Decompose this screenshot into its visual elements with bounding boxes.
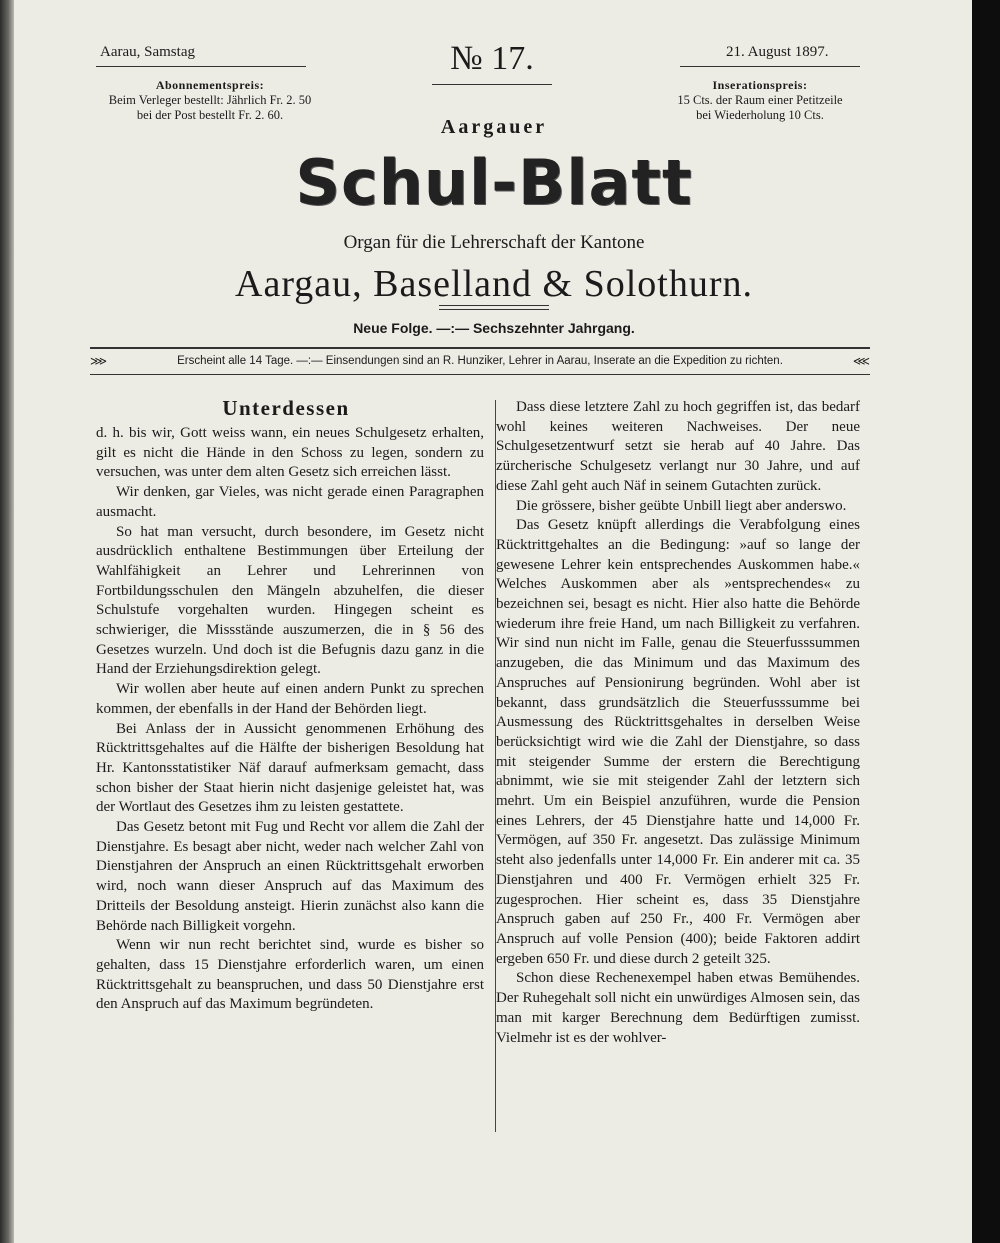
- notice-rule-top: [90, 347, 870, 349]
- place-day: Aarau, Samstag: [100, 44, 195, 60]
- left-column: [96, 424, 484, 1015]
- subscription-box: [90, 78, 330, 123]
- paragraph: d. h. bis wir, Gott weiss wann, ein neues Schulgesetz erhalten, gilt es nicht die Hände in den Schoss zu legen, sondern zu versuchen, was unter dem alten Gesetz sich erreichen lässt.: [96, 425, 484, 481]
- masthead-cantons: Aargau, Baselland & Solothurn.: [235, 263, 753, 305]
- arrow-left-icon: ⋘: [852, 354, 870, 368]
- paragraph: Wir wollen aber heute auf einen andern Punkt zu sprechen kommen, der ebenfalls in der Hand der Behörden liegt.: [96, 681, 484, 717]
- notice-text: Erscheint alle 14 Tage. —:— Einsendungen sind an R. Hunziker, Lehrer in Aarau, Inserate an die Expedition zu richten.: [177, 355, 783, 367]
- arrow-right-icon: ⋙: [90, 354, 108, 368]
- paragraph: Das Gesetz knüpft allerdings die Verabfolgung eines Rücktrittgehaltes an die Bedingung: »auf so lange der gewesene Lehrer kein entsprechendes Auskommen habe.« Welches Auskommen aber als »entsprechendes« zu bezeichnen sei, besagt es nicht. Hier also hatte die Behörde wiederum ihre freie Hand, um nach Billigkeit zu verfahren. Wir sind nun nicht im Falle, genau die Steuerfusssummen anzugeben, die das Minimum und das Maximum des Anspruches auf Pensionirung begründen. Wohl aber ist bekannt, dass grundsätzlich die Steuerfusssumme bei Ausmessung des Rücktrittsgehaltes in derselben Weise berücksichtigt wird wie die Zahl der Dienstjahre, so dass mit steigender Summe der erstern die Berechtigung abnimmt, wie sie mit steigender Zahl der letztern sich mehrt. Um ein Beispiel anzuführen, wurde die Pension eines Lehrers, der 45 Dienstjahre hatte und 14,000 Fr. Vermögen, auf 350 Fr. angesetzt. Das zulässige Minimum steht also jedenfalls unter 14,000 Fr. Ein anderer mit ca. 35 Dienstjahren und 400 Fr. Vermögen erhielt 325 Fr. zugesprochen. Hier scheint es, dass 35 Dienstjahre Anspruch gaben auf 250 Fr., 400 Fr. Vermögen aber Anspruch auf volle Pension (400); beide Faktoren addirt ergeben 650 Fr. und diese durch 2 geteilt 325.: [496, 517, 860, 967]
- issue-number: № 17.: [450, 40, 534, 77]
- right-column: [496, 398, 860, 1048]
- newspaper-page: [14, 0, 972, 1243]
- series-line: Neue Folge. —:— Sechszehnter Jahrgang.: [353, 320, 635, 336]
- paragraph: Bei Anlass der in Aussicht genommenen Erhöhung des Rücktrittsgehaltes auf die Hälfte der bisherigen Besoldung hat Hr. Kantonsstatistiker Näf darauf aufmerksam gemacht, dass schon bisher der Staat hierin nicht dasjenige geleistet hat, was der Wortlaut des Gesetzes ihm zu leisten gestattete.: [96, 720, 484, 816]
- paragraph: Wenn wir nun recht berichtet sind, wurde es bisher so gehalten, dass 15 Dienstjahre erforderlich waren, um einen Rücktrittsgehalt zu beanspruchen, und dass 50 Dienstjahre erst den Anspruch auf das Maximum begründeten.: [96, 937, 484, 1013]
- scan-edge: [972, 0, 1000, 1243]
- top-rule-right: [680, 66, 860, 67]
- ornament-rule-1: [439, 305, 549, 306]
- insertion-title: Inserationspreis:: [712, 78, 808, 92]
- notice-rule-bottom: [90, 374, 870, 375]
- insertion-box: [640, 78, 880, 123]
- subscription-title: Abonnementspreis:: [155, 78, 265, 92]
- article-title: Unterdessen: [222, 396, 350, 420]
- subscription-line-2: bei der Post bestellt Fr. 2. 60.: [136, 108, 284, 122]
- masthead-title: Schul-Blatt: [295, 146, 693, 219]
- paragraph: Das Gesetz betont mit Fug und Recht vor allem die Zahl der Dienstjahre. Es besagt aber nicht, weder nach welcher Zahl von Dienstjahren der Anspruch an einen Rücktrittsgehalt erworben wird, noch wann dieser Anspruch auf das Maximum des Dritteils der Besoldung ansteigt. Hierin zunächst also kann die Behörde nach Billigkeit vorgehn.: [96, 819, 484, 934]
- notice-band: [90, 354, 870, 368]
- paragraph: Dass diese letztere Zahl zu hoch gegriffen ist, das bedarf wohl keines weiteren Nachweises. Der neue Schulgesetzentwurf setzt sie herab auf 40 Jahre. Das zürcherische Schulgesetz verlangt nur 30 Jahre, und auf diese Zahl geht auch Näf in seinem Gutachten zurück.: [496, 399, 860, 494]
- ornament-rule-2: [439, 309, 549, 310]
- paragraph: Schon diese Rechenexempel haben etwas Bemühendes. Der Ruhegehalt soll nicht ein unwürdiges Almosen sein, das man mit karger Berechnung dem Bedürftigen zumisst. Vielmehr ist es der wohlver-: [496, 970, 860, 1046]
- paragraph: So hat man versucht, durch besondere, im Gesetz nicht ausdrücklich enthaltene Bestimmungen über Erteilung der Wahlfähigkeit an Lehrer und Lehrerinnen von Fortbildungsschulen den Mängeln abzuhelfen, die dieser Schulstufe vorgehalten wurden. Hingegen scheint es schwieriger, die Missstände auszumerzen, die in § 56 des Gesetzes wurzeln. Und doch ist die Befugnis dazu ganz in die Hand der Erziehungsdirektion gelegt.: [96, 523, 484, 678]
- insertion-line-1: 15 Cts. der Raum einer Petitzeile: [677, 93, 843, 107]
- paragraph: Die grössere, bisher geübte Unbill liegt aber anderswo.: [516, 497, 847, 514]
- masthead-organ: Organ für die Lehrerschaft der Kantone: [343, 232, 645, 253]
- subscription-line-1: Beim Verleger bestellt: Jährlich Fr. 2. 50: [108, 93, 312, 107]
- masthead-kicker: Aargauer: [440, 116, 548, 138]
- insertion-line-2: bei Wiederholung 10 Cts.: [696, 108, 824, 122]
- book-spine: [0, 0, 14, 1243]
- paragraph: Wir denken, gar Vieles, was nicht gerade einen Paragraphen ausmacht.: [96, 484, 484, 520]
- issue-date: 21. August 1897.: [726, 44, 829, 60]
- issue-underline: [432, 84, 552, 85]
- top-rule-left: [96, 66, 306, 67]
